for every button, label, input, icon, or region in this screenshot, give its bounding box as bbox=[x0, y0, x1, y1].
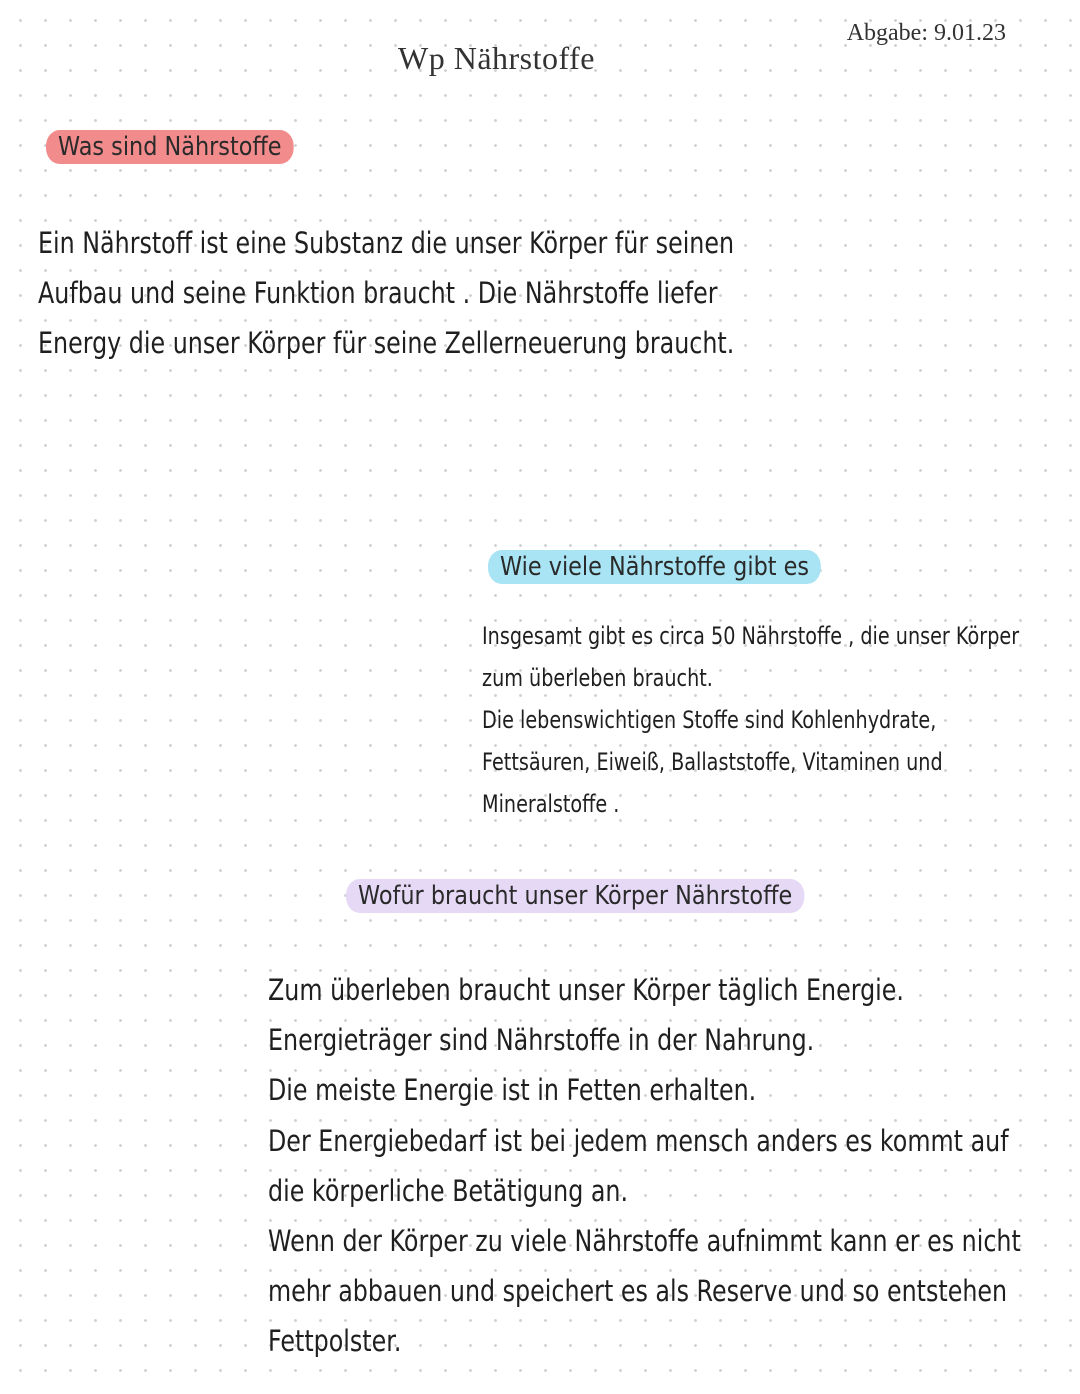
text-line: zum überleben braucht. bbox=[482, 664, 713, 692]
text-line: Die lebenswichtigen Stoffe sind Kohlenhydrate, bbox=[482, 706, 937, 734]
text-line: Energieträger sind Nährstoffe in der Nahrung. bbox=[268, 1023, 815, 1058]
text-line: Wenn der Körper zu viele Nährstoffe aufnimmt kann er es nicht bbox=[268, 1224, 1021, 1259]
text-line: Zum überleben braucht unser Körper täglich Energie. bbox=[268, 973, 904, 1007]
section-body-wofuer bbox=[268, 965, 1021, 1367]
section-body-wie-viele bbox=[482, 615, 1019, 825]
text-line: Energy die unser Körper für seine Zellerneuerung braucht. bbox=[38, 326, 735, 360]
page-title: Wp Nährstoffe bbox=[398, 40, 595, 76]
text-line: Mineralstoffe . bbox=[482, 790, 620, 818]
text-line: Insgesamt gibt es circa 50 Nährstoffe , die unser Körper bbox=[482, 622, 1020, 650]
text-line: Fettpolster. bbox=[268, 1324, 402, 1359]
text-line: Aufbau und seine Funktion braucht . Die Nährstoffe liefer bbox=[38, 276, 718, 310]
text-line: Ein Nährstoff ist eine Substanz die unser Körper für seinen bbox=[38, 226, 735, 260]
text-line: Fettsäuren, Eiweiß, Ballaststoffe, Vitaminen und bbox=[482, 748, 943, 776]
text-line: Die meiste Energie ist in Fetten erhalten. bbox=[268, 1073, 757, 1108]
section-body-was-sind bbox=[38, 218, 734, 368]
due-date: Abgabe: 9.01.23 bbox=[846, 20, 1006, 46]
text-line: die körperliche Betätigung an. bbox=[268, 1173, 629, 1208]
text-line: Der Energiebedarf ist bei jedem mensch anders es kommt auf bbox=[268, 1123, 1009, 1158]
section-heading-was-sind: Was sind Nährstoffe bbox=[46, 130, 294, 164]
text-line: mehr abbauen und speichert es als Reserve und so entstehen bbox=[268, 1274, 1008, 1309]
section-heading-wie-viele: Wie viele Nährstoffe gibt es bbox=[488, 550, 821, 584]
section-heading-wofuer: Wofür braucht unser Körper Nährstoffe bbox=[346, 879, 804, 913]
